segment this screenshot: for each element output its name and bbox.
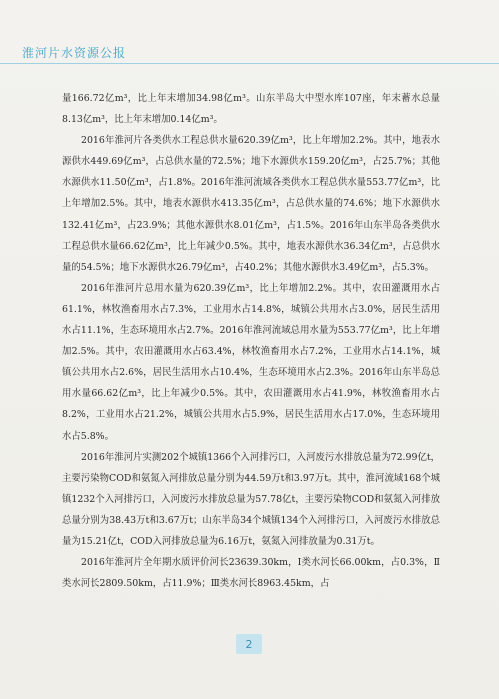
page-number: 2 <box>245 637 253 651</box>
header-divider <box>0 63 499 64</box>
page-header <box>0 36 499 64</box>
paragraph-5: 2016年淮河片全年期水质评价河长23639.30km，Ⅰ类水河长66.00km，占0.3%，Ⅱ类水河长2809.50km，占11.9%；Ⅲ类水河长8963.45km，占 <box>62 557 440 590</box>
header-title: 淮河片水资源公报 <box>22 46 127 60</box>
paragraph-2: 2016年淮河片各类供水工程总供水量620.39亿m³，比上年增加2.2%。其中，地表水源供水449.69亿m³，占总供水量的72.5%；地下水源供水159.20亿m³，占25.7%；其他水源供水11.50亿m³，占1.8%。2016年淮河流域各类供水工程总供水量553.77亿m³，比上年增加2.5%。其中，地表水源供水413.35亿m³，占总供水量的74.6%；地下水源供水132.41亿m³，占23.9%；其他水源供水8.01亿m³，占1.5%。2016年山东半岛各类供水工程总供水量66.62亿m³，比上年减少0.5%。其中，地表水源供水36.34亿m³，占总供水量的54.5%；地下水源供水26.79亿m³，占40.2%；其他水源供水3.49亿m³，占5.3%。 <box>62 135 440 273</box>
page-number-badge <box>236 634 262 654</box>
paragraph-3: 2016年淮河片总用水量为620.39亿m³，比上年增加2.2%。其中，农田灌溉用水占61.1%，林牧渔畜用水占7.3%，工业用水占14.8%，城镇公共用水占3.0%，居民生活用水占11.1%，生态环境用水占2.7%。2016年淮河流域总用水量为553.77亿m³，比上年增加2.5%。其中，农田灌溉用水占63.4%，林牧渔畜用水占7.2%，工业用水占14.1%，城镇公共用水占2.6%，居民生活用水占10.4%，生态环境用水占2.3%。2016年山东半岛总用水量66.62亿m³，比上年减少0.5%。其中，农田灌溉用水占41.9%，林牧渔畜用水占8.2%，工业用水占21.2%，城镇公共用水占5.9%，居民生活用水占17.0%，生态环境用水占5.8%。 <box>62 282 440 442</box>
body-text <box>62 88 440 594</box>
paragraph-4: 2016年淮河片实测202个城镇1366个入河排污口，入河废污水排放总量为72.99亿t，主要污染物COD和氨氮入河排放总量分别为44.59万t和3.97万t。其中，淮河流域168个城镇1232个入河排污口，入河废污水排放总量为57.78亿t，主要污染物COD和氨氮入河排放总量分别为38.43万t和3.67万t；山东半岛34个城镇134个入河排污口，入河废污水排放总量为15.21亿t，COD入河排放总量为6.16万t，氨氮入河排放量为0.31万t。 <box>62 451 440 547</box>
paragraph-1: 量166.72亿m³，比上年末增加34.98亿m³。山东半岛大中型水库107座，年末蓄水总量8.13亿m³，比上年末增加0.14亿m³。 <box>62 93 440 126</box>
